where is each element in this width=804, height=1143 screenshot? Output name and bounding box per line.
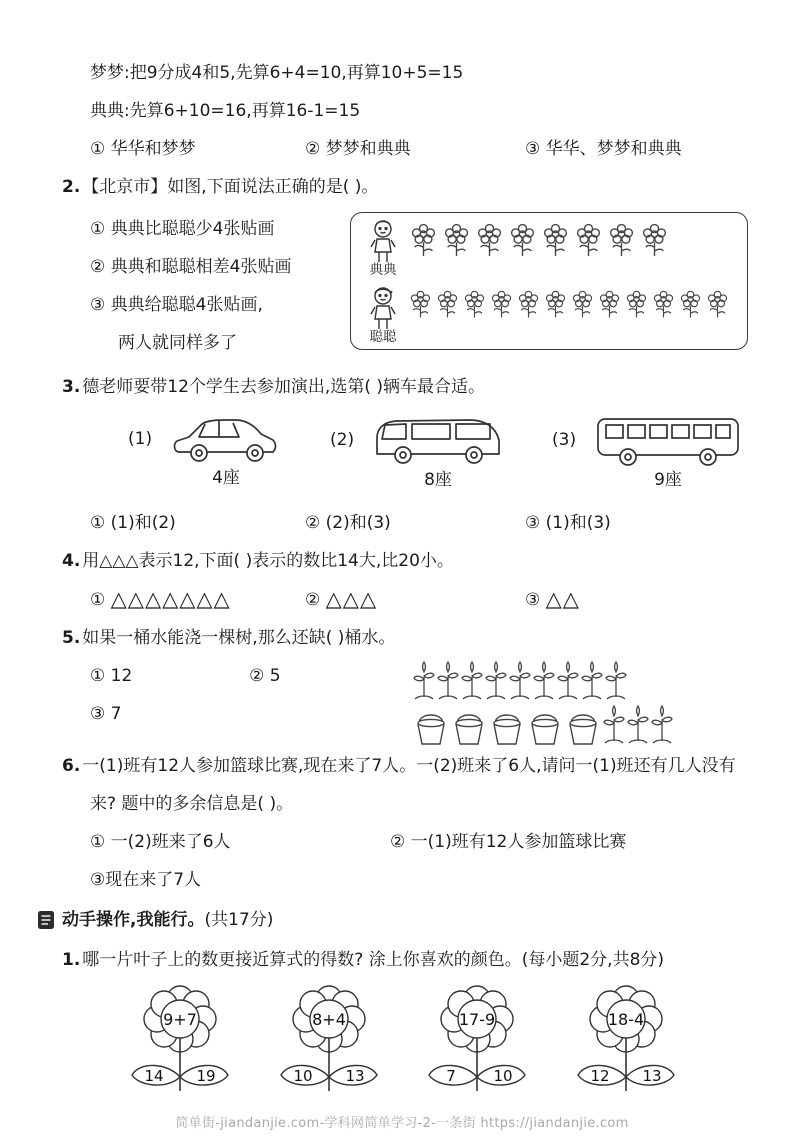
- tree-sapling-icon: [602, 705, 626, 747]
- vehicle-van: [330, 412, 504, 504]
- flower-4-leaf-left: 12: [590, 1067, 610, 1085]
- q1-option-2: ② 梦梦和典典: [305, 139, 411, 159]
- tree-sapling-icon: [604, 661, 628, 703]
- vehicle-1-label: (1): [128, 429, 153, 449]
- q5-number: 5.: [62, 628, 81, 648]
- q2-number: 2.: [62, 177, 81, 197]
- q1-option-3: ③ 华华、梦梦和典典: [525, 139, 682, 159]
- q3-vehicles-row: [62, 412, 748, 504]
- q4-option-2-triangles: △△△: [325, 587, 378, 611]
- q1-mengmeng-line: 梦梦:把9分成4和5,先算6+4=10,再算10+5=15: [90, 63, 464, 83]
- q1-option-1: ① 华华和梦梦: [90, 139, 196, 159]
- flower-3-leaf-right: 10: [493, 1067, 513, 1085]
- flower-problem-2: [259, 985, 399, 1101]
- flower-sticker-icon: [488, 288, 515, 322]
- q5-block: [62, 657, 748, 747]
- flower-2-leaf-left: 10: [293, 1067, 313, 1085]
- bucket-icon: [450, 711, 488, 747]
- q4-number: 4.: [62, 551, 81, 571]
- flower-1-leaf-left: 14: [144, 1067, 164, 1085]
- flower-sticker-icon: [569, 288, 596, 322]
- diandian-figure-col: [359, 219, 407, 278]
- q2-picture-box: [350, 212, 748, 350]
- q3-stem: [62, 368, 748, 406]
- q3-number: 3.: [62, 377, 81, 397]
- flower-2-leaf-right: 13: [345, 1067, 365, 1085]
- q5-stem: [62, 619, 748, 657]
- diandian-row: [359, 219, 739, 278]
- tree-sapling-icon: [532, 661, 556, 703]
- q5-option-2: ② 5: [249, 666, 281, 686]
- q4-stem: [62, 542, 748, 580]
- q3-option-2: ② (2)和(3): [305, 513, 391, 533]
- bucket-icon: [564, 711, 602, 747]
- handson-q1-stem: [62, 941, 748, 979]
- flower-sticker-icon: [473, 221, 506, 261]
- q4-option-3: [525, 580, 580, 619]
- vehicle-2-seats: 8座: [424, 470, 452, 490]
- tree-sapling-icon: [484, 661, 508, 703]
- q5-options: [62, 657, 412, 747]
- flower-sticker-icon: [677, 288, 704, 322]
- bucket-icon: [526, 711, 564, 747]
- vehicle-bus: [552, 412, 742, 504]
- congcong-stickers: [407, 286, 731, 322]
- q2-option-3-cont: 两人就同样多了: [118, 333, 237, 353]
- flower-sticker-icon: [434, 288, 461, 322]
- q3-option-1: ① (1)和(2): [90, 513, 176, 533]
- congcong-label: 聪聪: [369, 329, 397, 345]
- tree-sapling-icon: [650, 705, 674, 747]
- q6-option-2: ② 一(1)班有12人参加篮球比赛: [390, 832, 627, 852]
- q6-option-1: ① 一(2)班来了6人: [90, 832, 231, 852]
- bus-icon: [594, 412, 742, 468]
- flower-sticker-icon: [605, 221, 638, 261]
- buckets-group: [412, 711, 602, 747]
- congcong-row: [359, 286, 739, 345]
- trees-bottom-group: [602, 705, 674, 747]
- flower-sticker-icon: [407, 221, 440, 261]
- flower-sticker-icon: [539, 221, 572, 261]
- flower-sticker-icon: [407, 288, 434, 322]
- section-header: [36, 899, 748, 941]
- flower-sticker-icon: [461, 288, 488, 322]
- flower-sticker-icon: [650, 288, 677, 322]
- q2-option-3: ③ 典典给聪聪4张贴画,: [90, 295, 263, 315]
- tree-sapling-icon: [580, 661, 604, 703]
- q3-options-row: [62, 504, 748, 542]
- q4-option-1-triangles: △△△△△△△: [110, 587, 231, 611]
- flower-diagram-icon: [259, 985, 399, 1103]
- q4-options-row: [62, 580, 748, 619]
- q4-option-3-triangles: △△: [545, 587, 580, 611]
- flower-diagram-icon: [556, 985, 696, 1103]
- section-title: 动手操作,我能行。: [62, 910, 205, 930]
- tree-sapling-icon: [626, 705, 650, 747]
- tree-sapling-icon: [508, 661, 532, 703]
- q5-trees-top-row: [412, 661, 748, 703]
- flower-sticker-icon: [506, 221, 539, 261]
- flower-problem-4: [556, 985, 696, 1101]
- notepad-icon: [36, 909, 56, 931]
- flower-4-leaf-right: 13: [642, 1067, 662, 1085]
- congcong-figure-col: [359, 286, 407, 345]
- flower-2-expression: 8+4: [311, 1010, 346, 1029]
- flower-diagram-icon: [110, 985, 250, 1103]
- flower-sticker-icon: [704, 288, 731, 322]
- tree-sapling-icon: [436, 661, 460, 703]
- q4-option-3-marker: ③: [525, 590, 541, 610]
- bucket-icon: [412, 711, 450, 747]
- flower-3-expression: 17-9: [459, 1010, 496, 1029]
- q2-options: [62, 210, 350, 362]
- flower-1-expression: 9+7: [163, 1010, 197, 1029]
- q3-option-3: ③ (1)和(3): [525, 513, 611, 533]
- vehicle-2-label: (2): [330, 430, 355, 450]
- q5-options-row1: [62, 657, 412, 695]
- flower-sticker-icon: [572, 221, 605, 261]
- vehicle-1-seats: 4座: [212, 468, 240, 488]
- boy-diandian-icon: [366, 219, 400, 265]
- q4-option-2: [305, 580, 525, 619]
- q6-stem: [62, 747, 748, 823]
- handson-q1-stem-text: 哪一片叶子上的数更接近算式的得数? 涂上你喜欢的颜色。(每小题2分,共8分): [82, 950, 665, 970]
- flower-sticker-icon: [515, 288, 542, 322]
- flower-problem-1: [110, 985, 250, 1101]
- car-icon: [170, 412, 282, 466]
- q4-option-2-marker: ②: [305, 590, 321, 610]
- tree-sapling-icon: [412, 661, 436, 703]
- q5-option-1: ① 12: [90, 666, 133, 686]
- flower-problem-3: [407, 985, 547, 1101]
- q3-stem-text: 德老师要带12个学生去参加演出,选第( )辆车最合适。: [82, 377, 486, 397]
- q1-diandian-line: 典典:先算6+10=16,再算16-1=15: [90, 101, 361, 121]
- q2-option-1: ① 典典比聪聪少4张贴画: [90, 219, 275, 239]
- vehicle-3-seats: 9座: [654, 470, 682, 490]
- q2-block: [62, 210, 748, 362]
- q2-stem-text: 【北京市】如图,下面说法正确的是( )。: [82, 177, 379, 197]
- boy-congcong-icon: [366, 286, 400, 332]
- q5-picture: [412, 657, 748, 747]
- section-points: (共17分): [204, 910, 274, 930]
- flower-sticker-icon: [623, 288, 650, 322]
- handson-q1-number: 1.: [62, 950, 81, 970]
- diandian-label: 典典: [369, 262, 397, 278]
- q6-number: 6.: [62, 756, 81, 776]
- q1-options-row: [62, 130, 748, 168]
- q2-stem: [62, 168, 748, 206]
- flower-sticker-icon: [638, 221, 671, 261]
- van-icon: [372, 412, 504, 468]
- flower-sticker-icon: [440, 221, 473, 261]
- q5-option-3: ③ 7: [90, 704, 122, 724]
- flower-diagram-icon: [407, 985, 547, 1103]
- tree-sapling-icon: [460, 661, 484, 703]
- q5-buckets-row: [412, 705, 748, 747]
- bucket-icon: [488, 711, 526, 747]
- tree-sapling-icon: [556, 661, 580, 703]
- vehicle-3-label: (3): [552, 430, 577, 450]
- flower-sticker-icon: [542, 288, 569, 322]
- q4-option-1: [90, 580, 305, 619]
- q4-option-1-marker: ①: [90, 590, 106, 610]
- footer-watermark: 简单街-jiandanjie.com-学科网简单学习-2-一条街 https://jiandanjie.com: [175, 1116, 629, 1131]
- q4-stem-text: 用△△△表示12,下面( )表示的数比14大,比20小。: [82, 551, 454, 571]
- diandian-stickers: [407, 219, 671, 261]
- q5-stem-text: 如果一桶水能浇一棵树,那么还缺( )桶水。: [82, 628, 396, 648]
- vehicle-car: [128, 412, 282, 504]
- q6-stem-text: 一(1)班有12人参加篮球比赛,现在来了7人。一(2)班来了6人,请问一(1)班还有几人没有来? 题中的多余信息是( )。: [82, 756, 736, 814]
- flower-sticker-icon: [596, 288, 623, 322]
- q6-options-row1: [62, 823, 748, 861]
- flower-4-expression: 18-4: [607, 1010, 645, 1029]
- q2-option-2: ② 典典和聪聪相差4张贴画: [90, 257, 292, 277]
- flower-problems-row: [62, 979, 748, 1101]
- q6-option-3: ③现在来了7人: [90, 870, 202, 890]
- flower-1-leaf-right: 19: [196, 1067, 216, 1085]
- flower-3-leaf-left: 7: [446, 1067, 457, 1085]
